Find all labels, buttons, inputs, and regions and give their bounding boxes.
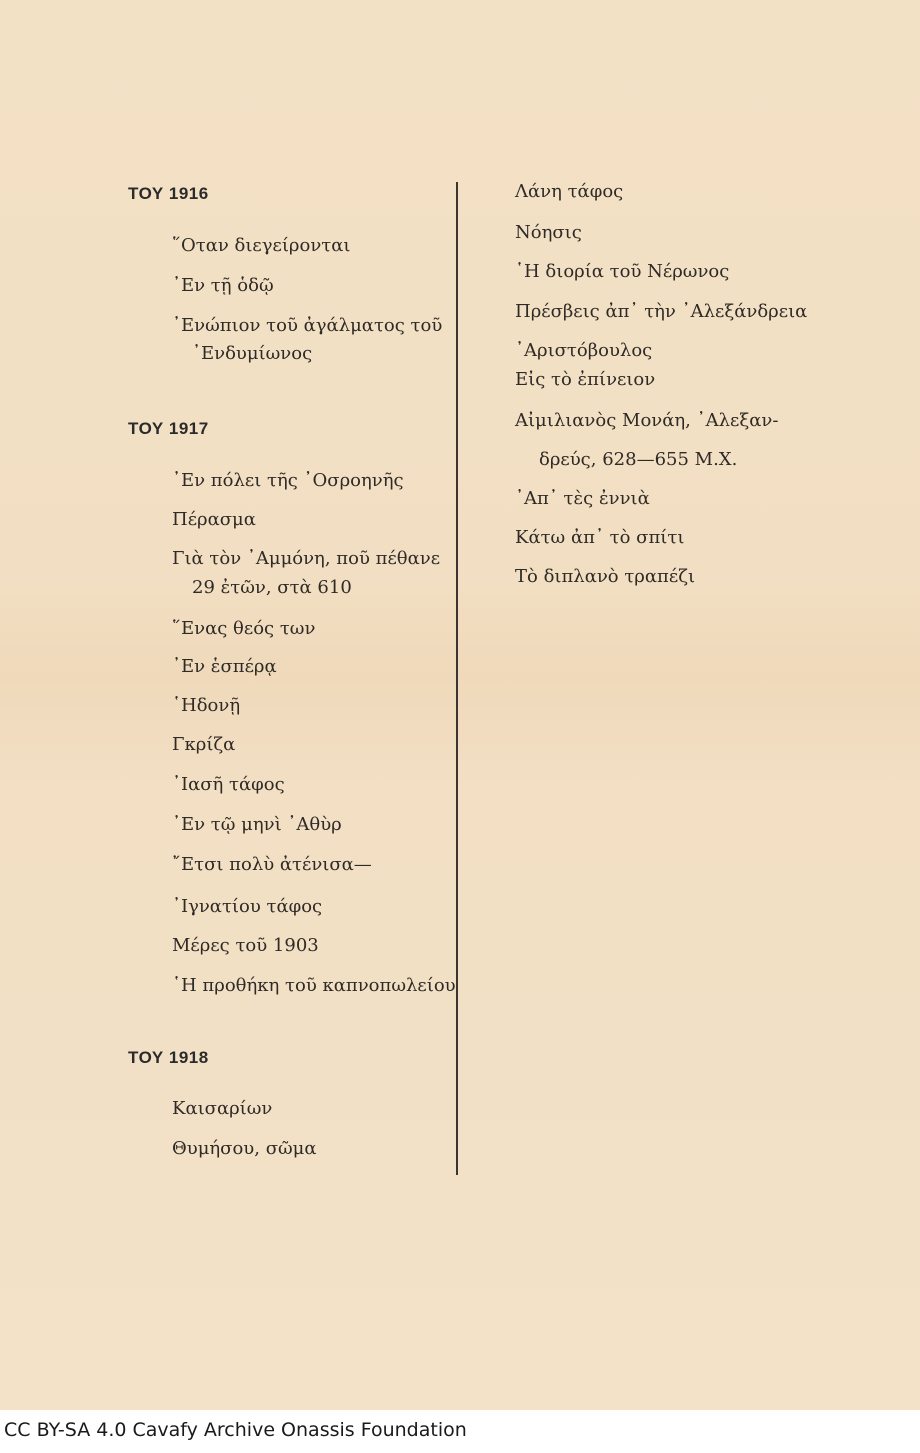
poem-title: ᾿Απ᾿ τὲς ἐννιὰ — [515, 488, 650, 509]
column-divider — [456, 182, 458, 1175]
poem-title: Πρέσβεις ἀπ᾿ τὴν ᾿Αλεξάνδρεια — [515, 301, 808, 322]
section-heading-1917: ΤΟΥ 1917 — [128, 419, 209, 438]
poem-title: Γκρίζα — [172, 734, 236, 755]
poem-title: ᾿Ενώπιον τοῦ ἀγάλματος τοῦ — [172, 315, 443, 336]
poem-title: Μέρες τοῦ 1903 — [172, 935, 319, 956]
poem-title: Καισαρίων — [172, 1098, 273, 1119]
poem-title: ῎Ετσι πολὺ ἀτένισα— — [172, 854, 372, 875]
poem-title-continuation: 29 ἐτῶν, στὰ 610 — [192, 577, 352, 598]
section-heading-1918: ΤΟΥ 1918 — [128, 1048, 209, 1067]
poem-title: ᾿Εν τῇ ὁδῷ — [172, 275, 274, 296]
poem-title: Νόησις — [515, 222, 582, 243]
poem-title: Κάτω ἀπ᾿ τὸ σπίτι — [515, 527, 685, 548]
poem-title: ᾿Ιγνατίου τάφος — [172, 896, 323, 917]
poem-title: Τὸ διπλανὸ τραπέζι — [515, 566, 696, 587]
poem-title: ῾Η διορία τοῦ Νέρωνος — [515, 261, 730, 282]
poem-title-continuation: ᾿Ενδυμίωνος — [192, 343, 313, 364]
poem-title: ᾿Αριστόβουλος — [515, 340, 653, 361]
poem-title: Γιὰ τὸν ᾿Αμμόνη, ποῦ πέθανε — [172, 548, 441, 569]
poem-title: ῾Ηδονῇ — [172, 695, 241, 716]
poem-title: ᾿Εν πόλει τῆς ᾿Οσροηνῆς — [172, 470, 404, 491]
poem-title: Αἰμιλιανὸς Μονάη, ᾿Αλεξαν- — [515, 410, 779, 431]
copyright-credit: CC BY-SA 4.0 Cavafy Archive Onassis Foundation — [4, 1419, 467, 1441]
poem-title: ᾿Εν τῷ μηνὶ ᾿Αθὺρ — [172, 814, 342, 835]
poem-title: ῞Ενας θεός των — [172, 618, 316, 639]
poem-title: Λάνη τάφος — [515, 181, 624, 202]
poem-title: ῞Οταν διεγείρονται — [172, 235, 351, 256]
poem-title: Εἰς τὸ ἐπίνειον — [515, 369, 656, 390]
poem-title: ῾Η προθήκη τοῦ καπνοπωλείου — [172, 975, 456, 996]
poem-title: Πέρασμα — [172, 509, 256, 530]
poem-title: Θυμήσου, σῶμα — [172, 1138, 317, 1159]
poem-title: ᾿Ιασῆ τάφος — [172, 774, 285, 795]
section-heading-1916: ΤΟΥ 1916 — [128, 184, 209, 203]
poem-title: ᾿Εν ἑσπέρᾳ — [172, 656, 277, 677]
poem-title-continuation: δρεύς, 628—655 Μ.Χ. — [539, 449, 738, 470]
